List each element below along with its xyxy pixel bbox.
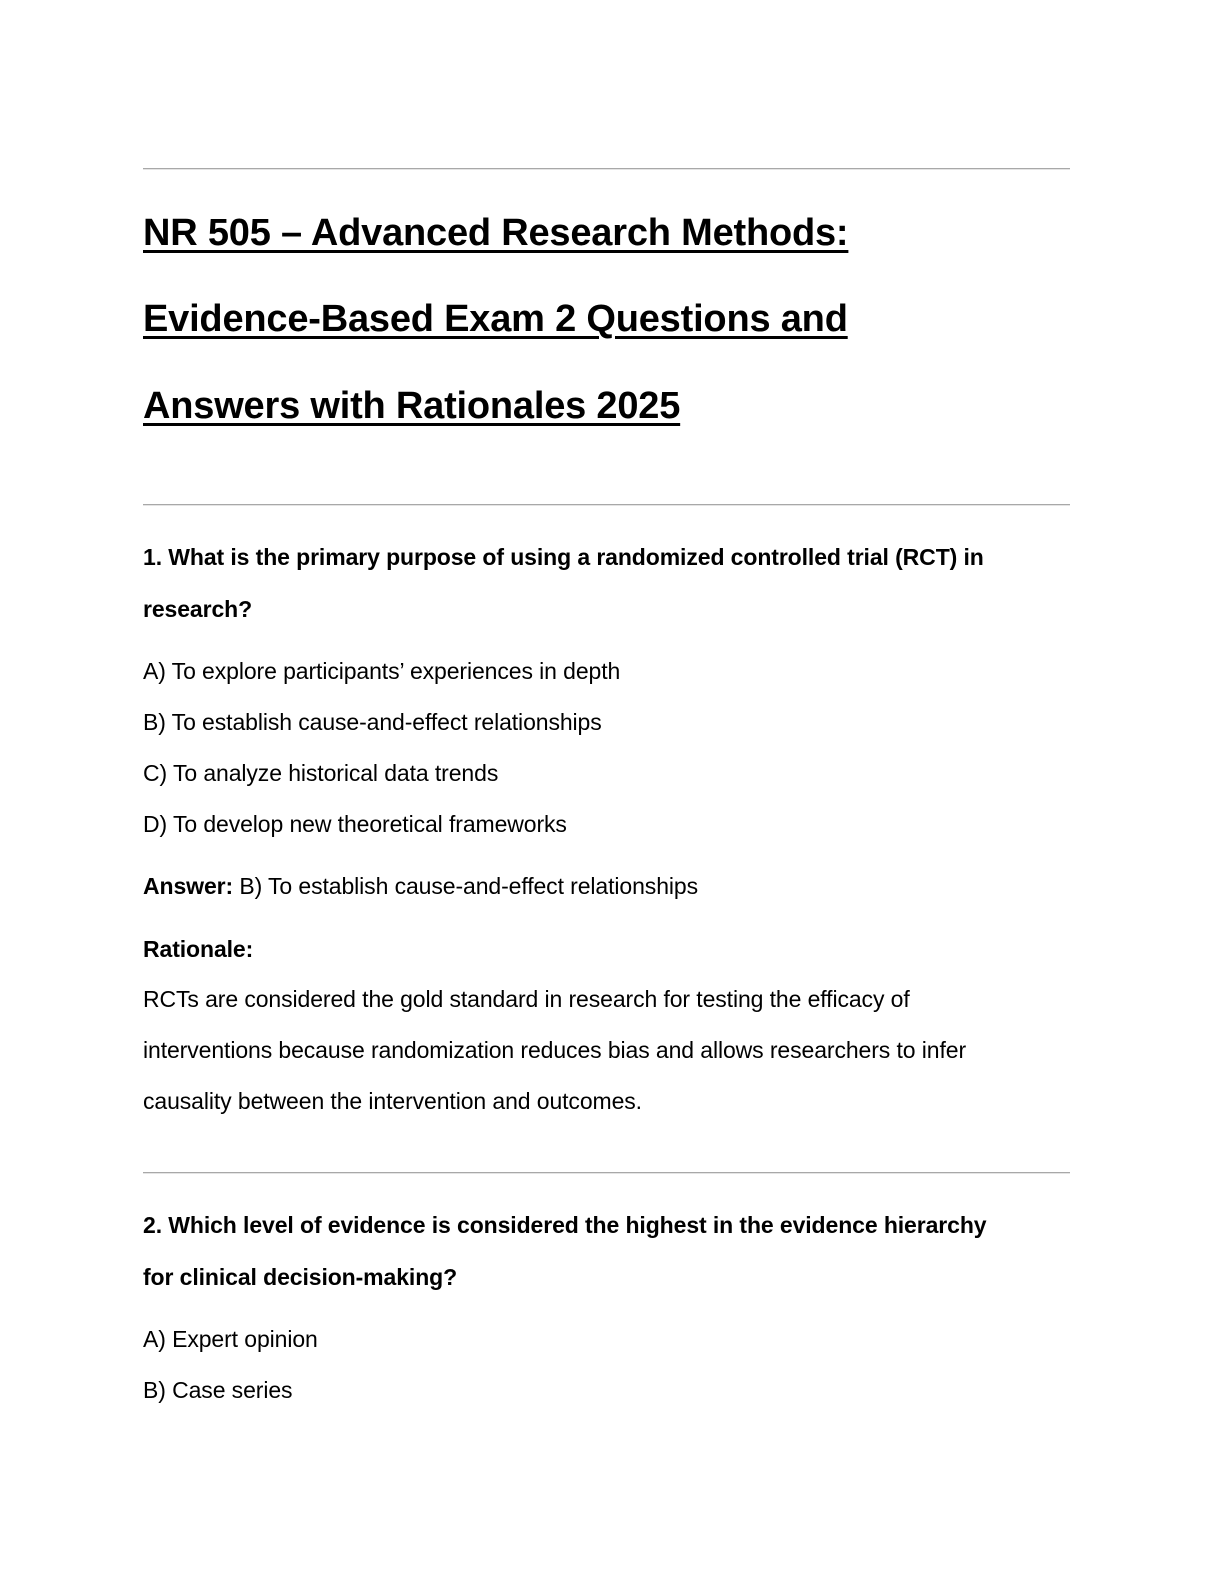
rationale-label: Rationale: <box>143 936 254 962</box>
question-1-option-c: C) To analyze historical data trends <box>143 760 499 786</box>
question-1-answer <box>143 873 698 900</box>
question-1-option-d: D) To develop new theoretical frameworks <box>143 811 567 837</box>
rationale-line-1: RCTs are considered the gold standard in research for testing the efficacy of <box>143 986 910 1012</box>
question-1-text-line-1: 1. What is the primary purpose of using a randomized controlled trial (RCT) in <box>143 544 984 570</box>
question-2-option-a: A) Expert opinion <box>143 1326 318 1352</box>
question-divider <box>143 1172 1070 1174</box>
question-2-text-line-1: 2. Which level of evidence is considered the highest in the evidence hierarchy <box>143 1212 987 1238</box>
question-1-option-a: A) To explore participants’ experiences in depth <box>143 658 621 684</box>
rationale-line-2: interventions because randomization reduces bias and allows researchers to infer <box>143 1037 967 1063</box>
document-title-line-3: Answers with Rationales 2025 <box>143 385 681 427</box>
answer-label: Answer: <box>143 873 234 899</box>
rationale-line-3: causality between the intervention and outcomes. <box>143 1088 642 1114</box>
document-title-line-2: Evidence-Based Exam 2 Questions and <box>143 298 848 340</box>
title-divider <box>143 504 1070 506</box>
question-1-option-b: B) To establish cause-and-effect relationships <box>143 709 602 735</box>
answer-text: B) To establish cause-and-effect relationships <box>239 873 698 899</box>
question-2-option-b: B) Case series <box>143 1377 293 1403</box>
top-divider <box>143 168 1070 170</box>
document-title-line-1: NR 505 – Advanced Research Methods: <box>143 212 849 254</box>
question-1-text-line-2: research? <box>143 596 253 622</box>
question-2-text-line-2: for clinical decision-making? <box>143 1264 458 1290</box>
